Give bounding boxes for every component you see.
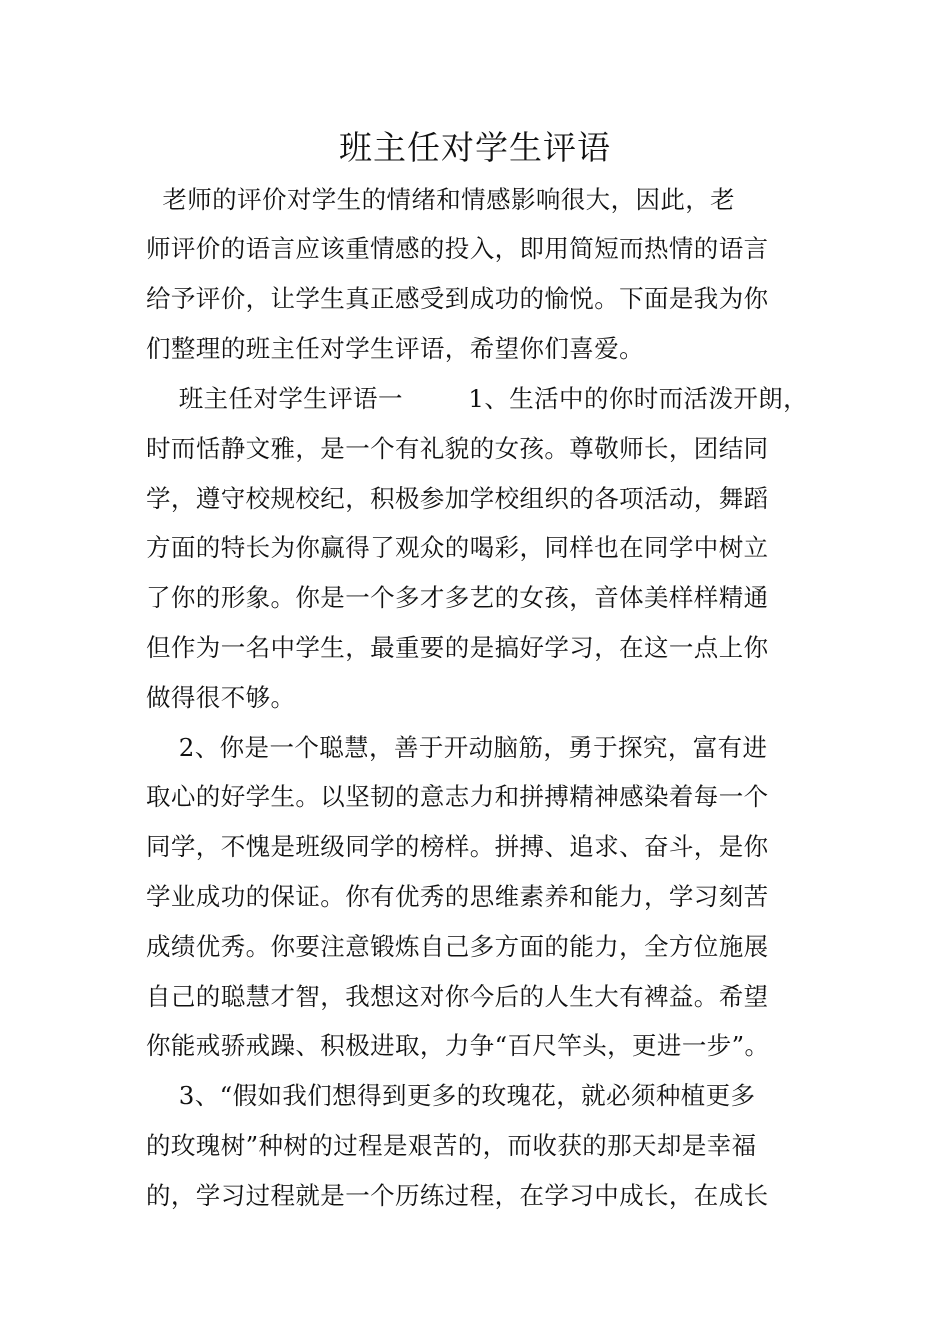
paragraph-line: 方面的特长为你赢得了观众的喝彩，同样也在同学中树立 bbox=[146, 533, 769, 562]
paragraph-line: 的玫瑰树”种树的过程是艰苦的，而收获的那天却是幸福 bbox=[146, 1131, 757, 1160]
paragraph-line: 了你的形象。你是一个多才多艺的女孩，音体美样样精通 bbox=[146, 583, 769, 612]
paragraph-line: 成绩优秀。你要注意锻炼自己多方面的能力，全方位施展 bbox=[146, 932, 769, 961]
paragraph-line: 取心的好学生。以坚韧的意志力和拼搏精神感染着每一个 bbox=[146, 782, 769, 811]
paragraph-line: 班主任对学生评语一 1、生活中的你时而活泼开朗， bbox=[146, 384, 809, 413]
paragraph-line: 的，学习过程就是一个历练过程，在学习中成长，在成长 bbox=[146, 1181, 769, 1210]
paragraph-line: 3、“假如我们想得到更多的玫瑰花，就必须种植更多 bbox=[146, 1081, 756, 1110]
paragraph-line: 做得很不够。 bbox=[146, 683, 296, 712]
paragraph-line: 师评价的语言应该重情感的投入，即用简短而热情的语言 bbox=[146, 234, 769, 263]
paragraph-line: 自己的聪慧才智，我想这对你今后的人生大有裨益。希望 bbox=[146, 982, 769, 1011]
paragraph-line: 们整理的班主任对学生评语，希望你们喜爱。 bbox=[146, 334, 644, 363]
paragraph-line: 但作为一名中学生，最重要的是搞好学习，在这一点上你 bbox=[146, 633, 769, 662]
paragraph-line: 你能戒骄戒躁、积极进取，力争“百尺竿头，更进一步”。 bbox=[146, 1031, 770, 1060]
paragraph-line: 老师的评价对学生的情绪和情感影响很大，因此，老 bbox=[146, 185, 736, 214]
paragraph-line: 时而恬静文雅，是一个有礼貌的女孩。尊敬师长，团结同 bbox=[146, 434, 769, 463]
document-title: 班主任对学生评语 bbox=[339, 128, 611, 167]
paragraph-line: 学，遵守校规校纪，积极参加学校组织的各项活动，舞蹈 bbox=[146, 484, 769, 513]
paragraph-line: 学业成功的保证。你有优秀的思维素养和能力，学习刻苦 bbox=[146, 882, 769, 911]
paragraph-line: 给予评价，让学生真正感受到成功的愉悦。下面是我为你 bbox=[146, 284, 769, 313]
paragraph-line: 同学，不愧是班级同学的榜样。拼搏、追求、奋斗，是你 bbox=[146, 832, 769, 861]
paragraph-line: 2、你是一个聪慧，善于开动脑筋，勇于探究，富有进 bbox=[146, 733, 768, 762]
